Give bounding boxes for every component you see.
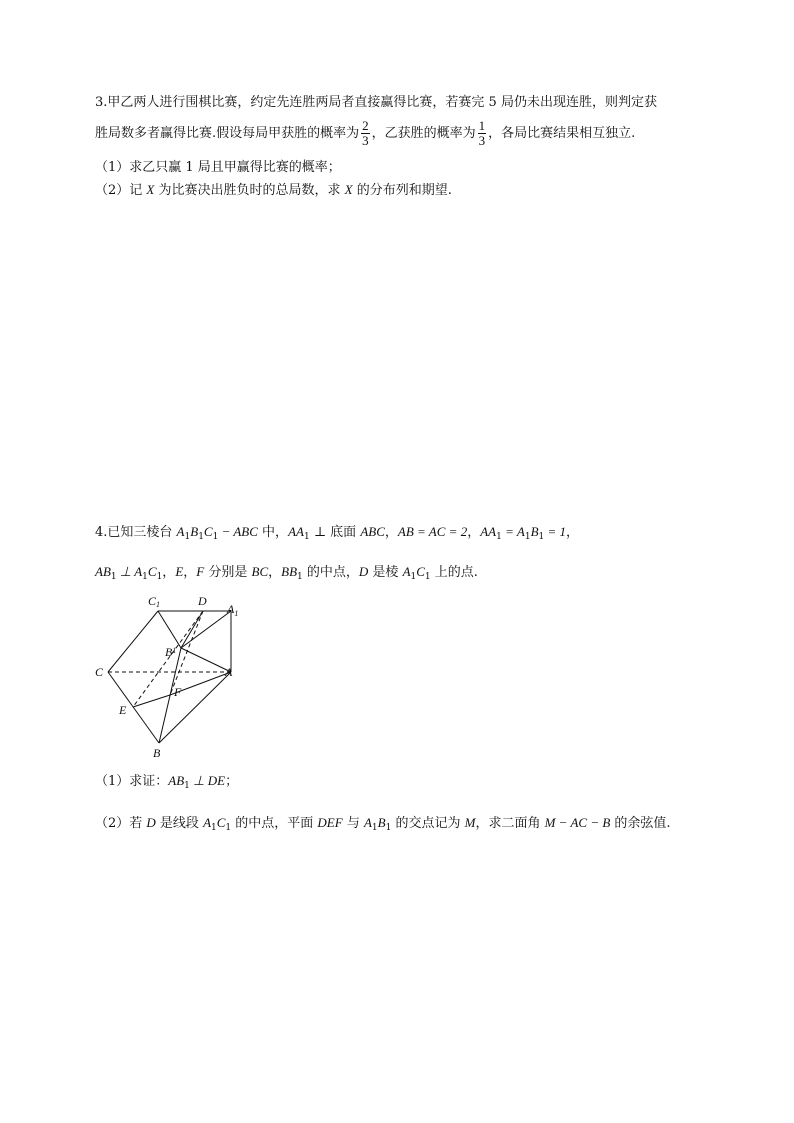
label-a: A [225,665,233,679]
fraction-one-third: $\frac{1}{3}$ [478,118,486,148]
segment-d-e-hidden [133,611,203,707]
q3-text-2c: ，各局比赛结果相互独立. [488,126,636,141]
q3-line-1 [95,93,657,113]
frustum-figure [90,590,250,765]
q3-text-2b: ，乙获胜的概率为 [371,126,476,141]
q3-part-1: （1）求乙只赢 1 局且甲赢得比赛的概率； [95,160,341,175]
label-c: C [95,665,104,679]
edge-c1-b1 [158,611,181,648]
edge-b1-a [181,648,231,672]
edge-c-b [108,672,159,743]
label-b1: $B^1$ [165,645,177,659]
label-a1: $A_1$ [227,602,239,618]
q4-part-2: （2）若 D 是线段 $A_1C_1$ 的中点，平面 DEF 与 $A_1B_1$ 的交点记为 M，求二面角 M − AC − B 的余弦值. [95,815,671,833]
q4-line-2: $AB_1$ ⊥ $A_1C_1$，E，F 分别是 BC，$BB_1$ 的中点，D 是棱 $A_1C_1$ 上的点. [95,564,478,582]
q3-text-1: 3.甲乙两人进行围棋比赛，约定先连胜两局者直接赢得比赛，若赛完 5 局仍未出现连胜，则判定获 [95,95,657,110]
label-d: D [198,594,207,608]
segment-e-f [133,695,170,707]
label-e: E [119,703,127,717]
q4-line-1: 4.已知三棱台 $A_1B_1C_1$ − ABC 中，$AA_1$ ⊥ 底面 ABC，AB = AC = 2，$AA_1 = A_1B_1 = 1$， [95,524,580,542]
edge-b-a [159,672,231,743]
label-c1: C1 [148,594,161,609]
q4-part-1: （1）求证：$AB_1$ ⊥ DE； [95,773,239,791]
segment-d-b1 [181,611,203,648]
q3-part-2: （2）记 X 为比赛决出胜负时的总局数，求 X 的分布列和期望. [95,182,452,198]
edge-b1-a1 [181,611,231,648]
edge-c1-c [108,611,158,672]
label-f: F [174,685,182,699]
label-b: B [153,746,161,760]
q3-text-2a: 胜局数多者赢得比赛.假设每局甲获胜的概率为 [95,126,360,141]
fraction-two-thirds: $\frac{2}{3}$ [362,118,369,148]
q3-line-2 [95,119,635,148]
